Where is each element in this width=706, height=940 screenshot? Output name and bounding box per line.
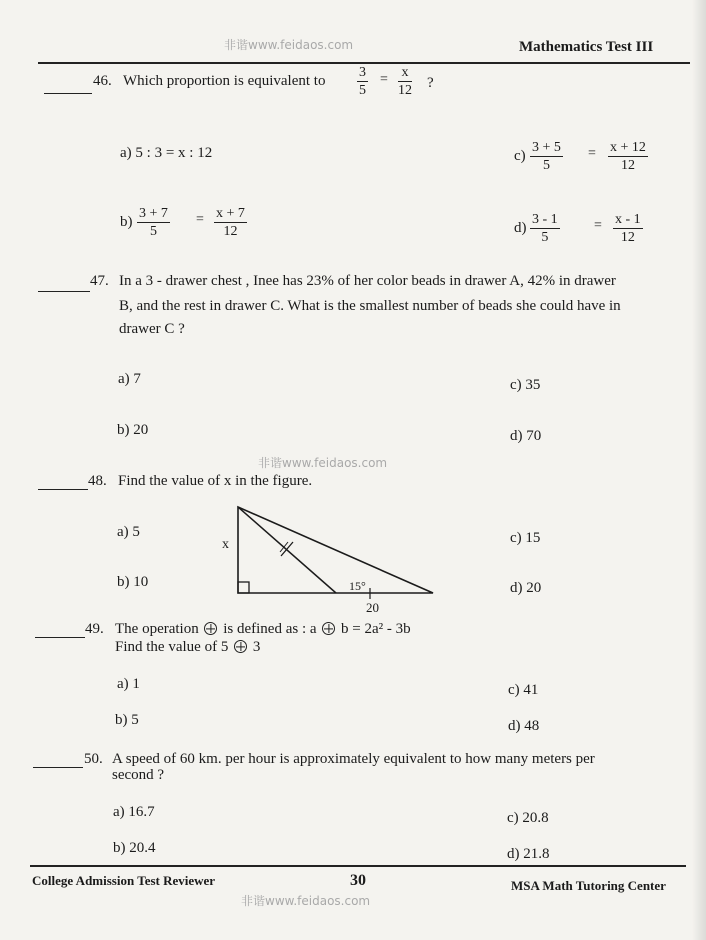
- q48-number: 48.: [88, 473, 107, 489]
- q46-equals: =: [380, 72, 388, 87]
- q47-text-line3: drawer C ?: [119, 321, 185, 337]
- q48-option-a[interactable]: a) 5: [117, 524, 140, 540]
- right-angle-mark: [238, 582, 249, 593]
- footer-watermark: 非谐www.feidaos.com: [241, 894, 371, 908]
- q46-option-c-label[interactable]: c): [514, 148, 526, 164]
- q48-option-b[interactable]: b) 10: [117, 574, 149, 590]
- q46-option-d-lhs: $\frac{3 - 1}{5}$: [532, 212, 558, 245]
- q49-number: 49.: [85, 621, 104, 637]
- q46-option-b-rhs: $\frac{x + 7}{12}$: [216, 206, 245, 239]
- page-number: 30: [350, 872, 366, 889]
- q50-text-line1: A speed of 60 km. per hour is approximately equivalent to how many meters per: [112, 751, 595, 767]
- q46-option-d-label[interactable]: d): [514, 220, 527, 236]
- triangle-cevian: [238, 507, 336, 593]
- q49-line2: Find the value of 5 3: [115, 639, 261, 655]
- q50-option-c[interactable]: c) 20.8: [507, 810, 549, 826]
- q48-option-c[interactable]: c) 15: [510, 530, 541, 546]
- q47-text-line2: B, and the rest in drawer C. What is the smallest number of beads she could have in: [119, 298, 621, 314]
- figure-label-x: x: [222, 537, 229, 552]
- q46-option-c-lhs: $\frac{3 + 5}{5}$: [532, 140, 561, 173]
- q47-number: 47.: [90, 273, 109, 289]
- answer-blank-47[interactable]: [38, 291, 90, 292]
- q46-question-mark: ?: [427, 75, 434, 91]
- q46-lhs-fraction: $\frac{3}{5}$: [359, 65, 366, 98]
- q48-option-d[interactable]: d) 20: [510, 580, 542, 596]
- middle-watermark: 非谐www.feidaos.com: [258, 456, 388, 470]
- q46-option-b-label[interactable]: b): [120, 214, 133, 230]
- footer-right-text: MSA Math Tutoring Center: [511, 878, 666, 893]
- q50-option-a[interactable]: a) 16.7: [113, 804, 155, 820]
- q46-option-c-equals: =: [588, 146, 596, 161]
- q47-option-c[interactable]: c) 35: [510, 377, 541, 393]
- q47-option-b[interactable]: b) 20: [117, 422, 149, 438]
- q46-option-a[interactable]: a) 5 : 3 = x : 12: [120, 145, 213, 161]
- page-header-title: Mathematics Test III: [519, 39, 654, 55]
- footer-rule: [30, 865, 686, 867]
- q49-option-b[interactable]: b) 5: [115, 712, 139, 728]
- answer-blank-50[interactable]: [33, 767, 83, 768]
- answer-blank-49[interactable]: [35, 637, 85, 638]
- q49-line1: The operation is defined as : a b = 2a² - 3b: [115, 621, 411, 637]
- q46-rhs-fraction: $\frac{x}{12}$: [398, 65, 412, 98]
- triangle-outline: [238, 507, 433, 593]
- triangle-figure: [220, 500, 440, 600]
- oplus-symbol: [234, 640, 247, 653]
- figure-label-base: 20: [366, 600, 379, 615]
- q50-option-b[interactable]: b) 20.4: [113, 840, 156, 856]
- q50-text-line2: second ?: [112, 767, 165, 783]
- q46-option-d-equals: =: [594, 218, 602, 233]
- q49-option-d[interactable]: d) 48: [508, 718, 540, 734]
- answer-blank-46[interactable]: [44, 93, 92, 94]
- q50-option-d[interactable]: d) 21.8: [507, 846, 550, 862]
- q46-option-b-equals: =: [196, 212, 204, 227]
- q46-text: Which proportion is equivalent to: [123, 73, 326, 89]
- footer-left-text: College Admission Test Reviewer: [32, 873, 216, 888]
- oplus-symbol: [322, 622, 335, 635]
- q46-option-b-lhs: $\frac{3 + 7}{5}$: [139, 206, 168, 239]
- figure-label-angle: 15°: [349, 579, 366, 593]
- q49-option-a[interactable]: a) 1: [117, 676, 140, 692]
- q48-text: Find the value of x in the figure.: [118, 473, 313, 489]
- oplus-symbol: [204, 622, 217, 635]
- q47-text-line1: In a 3 - drawer chest , Inee has 23% of her color beads in drawer A, 42% in drawer: [119, 273, 616, 289]
- q50-number: 50.: [84, 751, 103, 767]
- page-edge-shadow: [692, 0, 706, 940]
- q47-option-d[interactable]: d) 70: [510, 428, 542, 444]
- q47-option-a[interactable]: a) 7: [118, 371, 141, 387]
- q49-option-c[interactable]: c) 41: [508, 682, 539, 698]
- answer-blank-48[interactable]: [38, 489, 88, 490]
- q46-number: 46.: [93, 73, 112, 89]
- q46-option-d-rhs: $\frac{x - 1}{12}$: [615, 212, 641, 245]
- header-watermark: 非谐www.feidaos.com: [224, 38, 354, 52]
- q46-option-c-rhs: $\frac{x + 12}{12}$: [610, 140, 646, 173]
